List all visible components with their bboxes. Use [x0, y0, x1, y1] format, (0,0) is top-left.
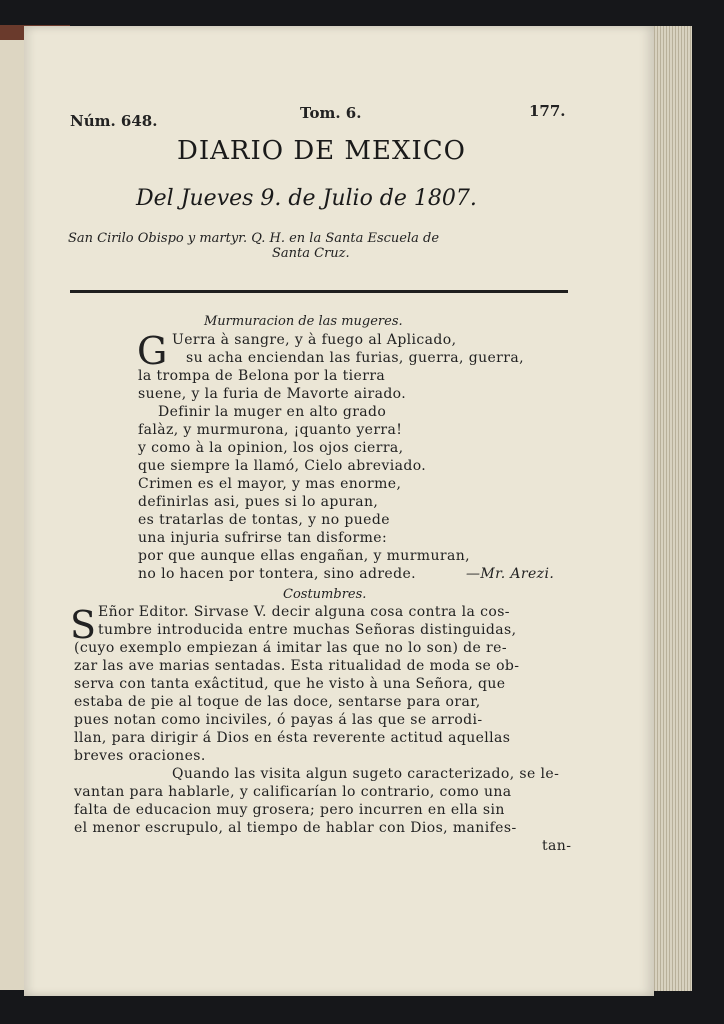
article-line: falta de educacion muy grosera; pero incurren en ella sin	[74, 802, 505, 818]
poem-signature: —Mr. Arezi.	[466, 566, 555, 582]
poem-line: que siempre la llamó, Cielo abreviado.	[138, 458, 427, 474]
poem-line: una injuria sufrirse tan disforme:	[138, 530, 388, 546]
article-line: el menor escrupulo, al tiempo de hablar con Dios, manifes-	[74, 820, 517, 836]
poem-line: falàz, y murmurona, ¡quanto yerra!	[138, 422, 403, 438]
poem-line: es tratarlas de tontas, y no puede	[138, 512, 390, 528]
poem-line: Uerra à sangre, y à fuego al Aplicado,	[172, 332, 457, 348]
masthead-date: Del Jueves 9. de Julio de 1807.	[136, 186, 477, 211]
masthead-title: DIARIO DE MEXICO	[177, 136, 466, 166]
article-line: tan-	[542, 838, 572, 854]
poem-line: no lo hacen por tontera, sino adrede.	[138, 566, 417, 582]
article-line: vantan para hablarle, y calificarían lo contrario, como una	[74, 784, 512, 800]
article-line: pues notan como inciviles, ó payas á las que se arrodi-	[74, 712, 483, 728]
poem-line: por que aunque ellas engañan, y murmuran,	[138, 548, 470, 564]
poem-line: definirlas asi, pues si lo apuran,	[138, 494, 379, 510]
article-line: zar las ave marias sentadas. Esta ritualidad de moda se ob-	[74, 658, 520, 674]
article-line: Quando las visita algun sugeto caracterizado, se le-	[172, 766, 560, 782]
issue-number: Núm. 648.	[70, 112, 158, 130]
page-number: 177.	[529, 102, 566, 120]
article-line: (cuyo exemplo empiezan á imitar las que no lo son) de re-	[74, 640, 507, 656]
article-line: breves oraciones.	[74, 748, 206, 764]
article-line: estaba de pie al toque de las doce, sentarse para orar,	[74, 694, 481, 710]
poem-line: Definir la muger en alto grado	[158, 404, 387, 420]
volume-number: Tom. 6.	[300, 104, 362, 122]
poem-line: suene, y la furia de Mavorte airado.	[138, 386, 407, 402]
article-line: Eñor Editor. Sirvase V. decir alguna cosa contra la cos-	[98, 604, 510, 620]
poem-line: y como à la opinion, los ojos cierra,	[138, 440, 404, 456]
header-rule	[70, 290, 568, 293]
poem-line: Crimen es el mayor, y mas enorme,	[138, 476, 402, 492]
article-title: Costumbres.	[283, 587, 367, 602]
poem-line: su acha enciendan las furias, guerra, guerra,	[186, 350, 524, 366]
article-line: tumbre introducida entre muchas Señoras distinguidas,	[98, 622, 517, 638]
poem-line: la trompa de Belona por la tierra	[138, 368, 386, 384]
saint-line-2: Santa Cruz.	[272, 246, 350, 261]
article-line: serva con tanta exâctitud, que he visto à una Señora, que	[74, 676, 506, 692]
article-initial: S	[70, 603, 97, 647]
saint-line-1: San Cirilo Obispo y martyr. Q. H. en la Santa Escuela de	[68, 231, 440, 246]
poem-title: Murmuracion de las mugeres.	[204, 314, 403, 329]
poem-initial: G	[137, 329, 168, 373]
article-line: llan, para dirigir á Dios en ésta reverente actitud aquellas	[74, 730, 511, 746]
